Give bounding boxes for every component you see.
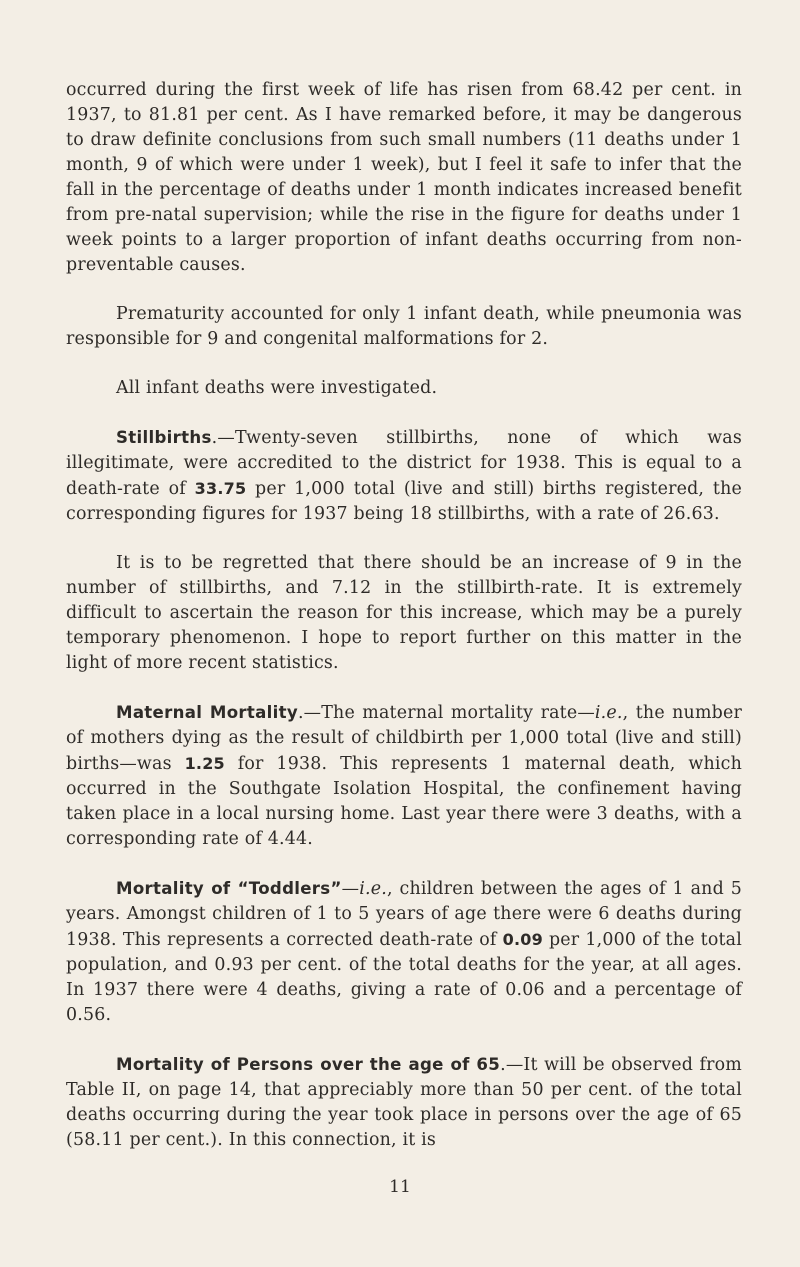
maternal-text-b: , the number of mothers dying as the result of childbirth per 1,000 total (live and still) births—was (66, 703, 742, 774)
page-number: 11 (389, 1177, 411, 1197)
stillbirths-text-b: per 1,000 total (live and still) births registered, the corresponding figures for 1937 being 18 stillbirths, with a rate of 26.63. (66, 479, 742, 524)
paragraph-stillbirth-increase: It is to be regretted that there should be an increase of 9 in the number of stillbirths, and 7.12 in the stillbirth-rate. It is extremely difficult to ascertain the reason for this increase, which may be a purely temporary phenomenon. I hope to report further on this matter in the light of more recent statistics. (66, 553, 742, 673)
stillbirths-text-a: .—Twenty-seven stillbirths, none of which was illegitimate, were accredited to the district for 1938. This is equal to a death-rate of (66, 428, 742, 499)
toddlers-ie: i.e. (359, 879, 387, 899)
maternal-text-a: .—The maternal mortality rate— (297, 703, 595, 723)
paragraph-over-65 (66, 1052, 742, 1153)
paragraph-stillbirths (66, 425, 742, 527)
over65-heading: Mortality of Persons over the age of 65 (116, 1055, 501, 1074)
paragraph-infant-deaths-week: occurred during the first week of life has risen from 68.42 per cent. in 1937, to 81.81 per cent. As I have remarked before, it may be dangerous to draw definite conclusions from such small numbers (11 deaths under 1 month, 9 of which were under 1 week), but I feel it safe to infer that the fall in the percentage of deaths under 1 month indicates increased benefit from pre-natal supervision; while the rise in the figure for deaths under 1 week points to a larger proportion of infant deaths occurring from non-preventable causes. (66, 80, 742, 275)
document-page (66, 78, 742, 1177)
paragraph-investigated: All infant deaths were investigated. (116, 378, 438, 398)
toddlers-text-b: , children between the ages of 1 and 5 years. Amongst children of 1 to 5 years of age there were 6 deaths during 1938. This represents a corrected death-rate of (66, 879, 742, 950)
paragraph-prematurity: Prematurity accounted for only 1 infant death, while pneumonia was responsible for 9 and congenital malformations for 2. (66, 304, 742, 349)
paragraph-toddlers (66, 876, 742, 1028)
stillbirths-rate: 33.75 (194, 479, 247, 498)
toddlers-heading: Mortality of “Toddlers” (116, 879, 342, 898)
toddlers-text-c: per 1,000 of the total population, and 0.93 per cent. of the total deaths for the year, at all ages. In 1937 there were 4 deaths, giving a rate of 0.06 and a percentage of 0.56. (66, 930, 743, 1025)
paragraph-maternal-mortality (66, 700, 742, 852)
maternal-rate: 1.25 (184, 754, 225, 773)
maternal-text-c: for 1938. This represents 1 maternal death, which occurred in the Southgate Isolation Hospital, the confinement having taken place in a local nursing home. Last year there were 3 deaths, with a corresponding rate of 4.44. (66, 754, 742, 849)
maternal-ie: i.e. (594, 703, 623, 723)
maternal-heading: Maternal Mortality (116, 703, 298, 722)
toddlers-rate: 0.09 (502, 930, 543, 949)
stillbirths-heading: Stillbirths (116, 428, 212, 447)
toddlers-text-a: — (341, 879, 360, 899)
over65-text-a: .—It will be observed from Table II, on page 14, that appreciably more than 50 per cent. of the total deaths occurring during the year took place in persons over the age of 65 (58.11 per cent.). In this connection, it is (66, 1055, 742, 1150)
